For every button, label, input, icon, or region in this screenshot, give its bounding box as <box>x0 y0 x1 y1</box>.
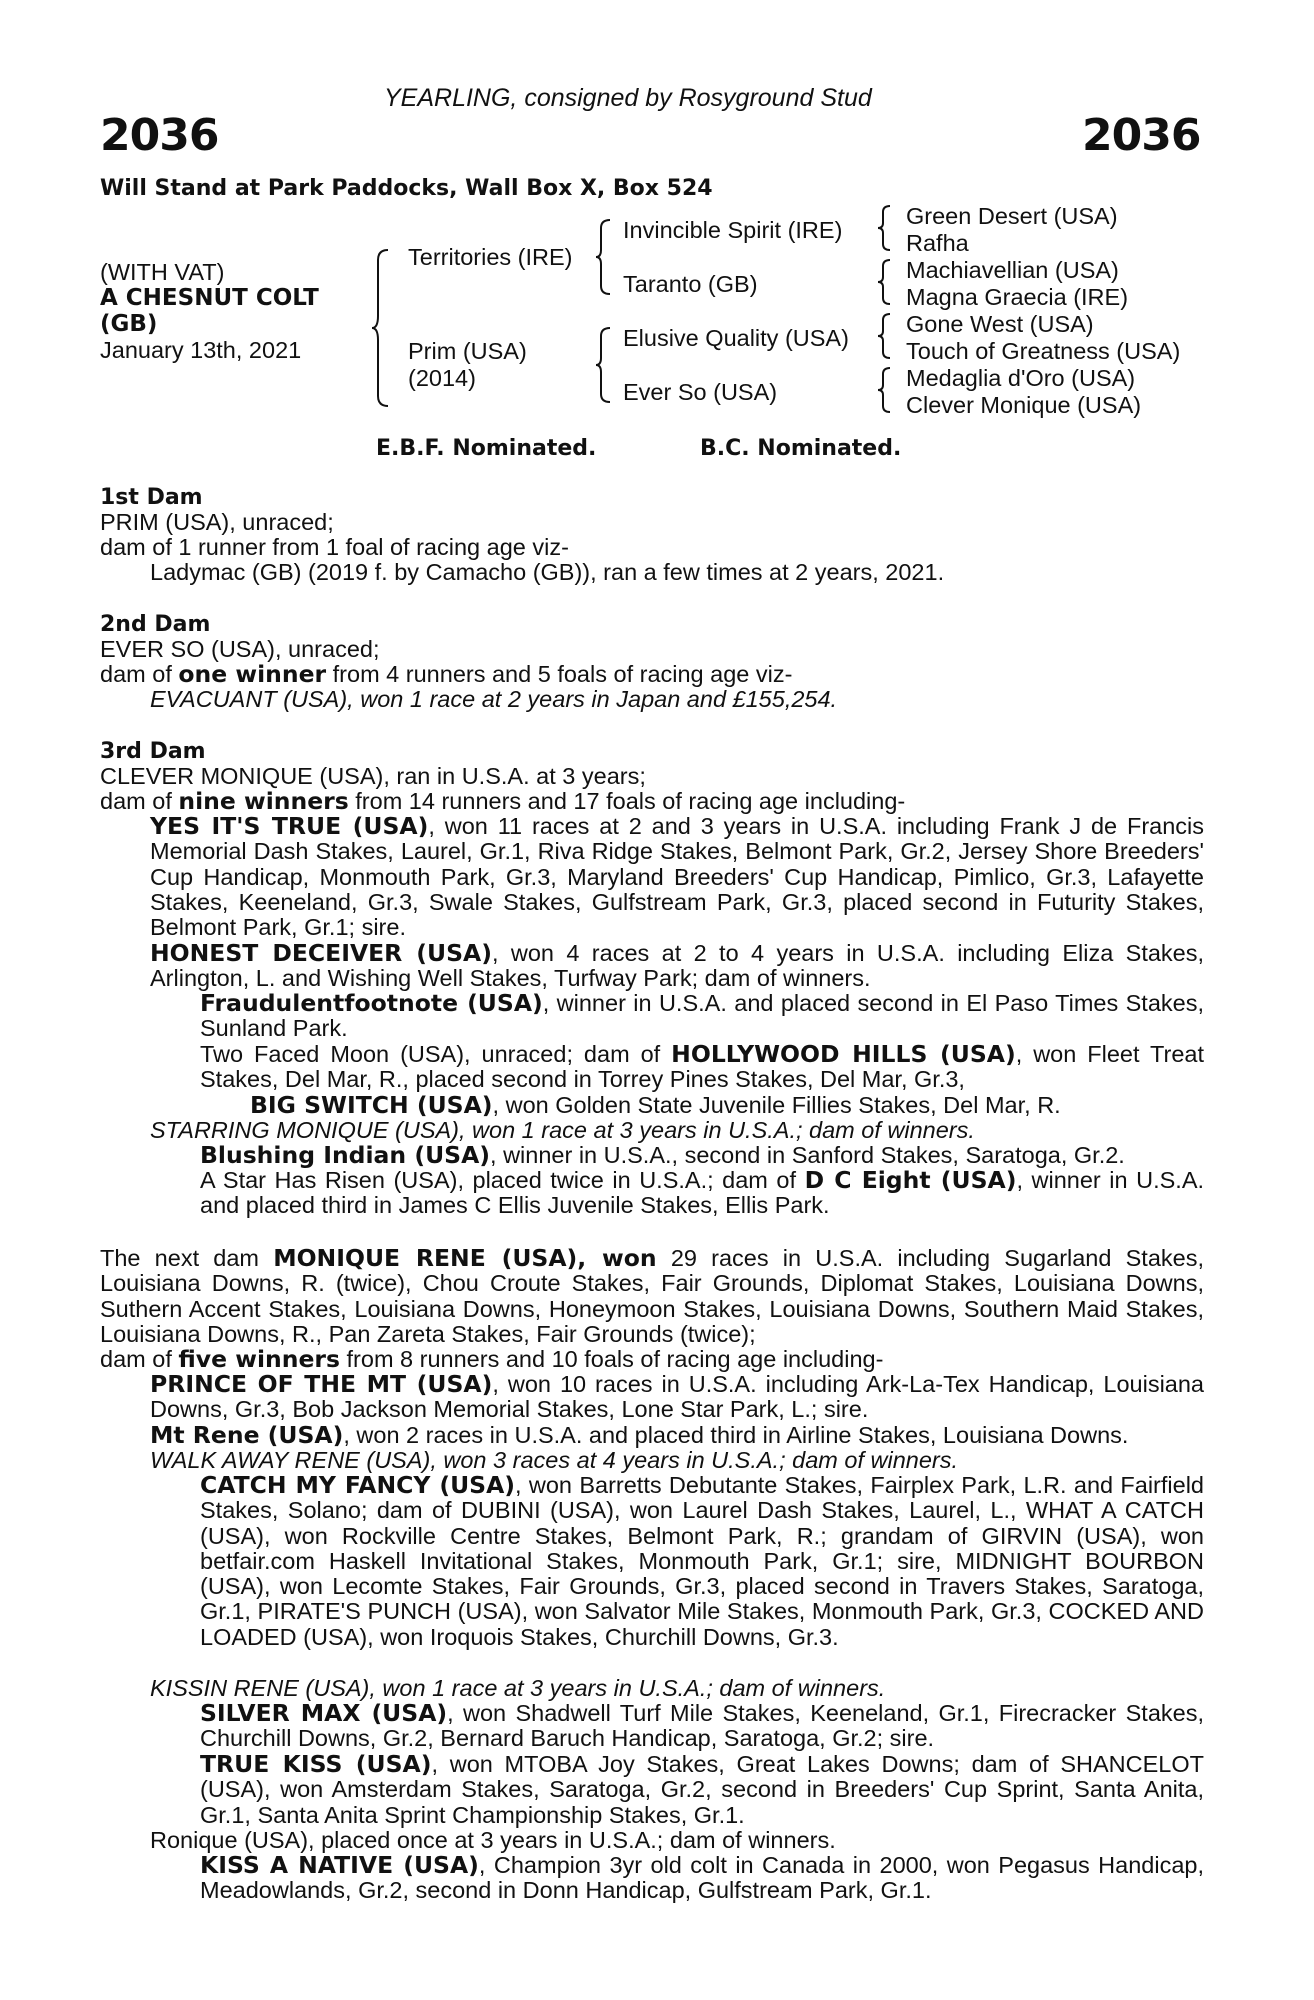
produce-ronique: Ronique (USA), placed once at 3 years in U.S.A.; dam of winners. <box>150 1827 836 1853</box>
horse-fraudulentfootnote: Fraudulentfootnote (USA) <box>200 989 543 1017</box>
horse-hollywood-hills: HOLLYWOOD HILLS (USA) <box>671 1040 1016 1068</box>
ebf-nominated: E.B.F. Nominated. <box>376 436 597 461</box>
dam1-line2: dam of 1 runner from 1 foal of racing age viz- <box>100 534 569 560</box>
pedigree-gen3-5: Gone West (USA) <box>906 311 1094 337</box>
dam2-line1: EVER SO (USA), unraced; <box>100 636 380 662</box>
lot-number-right: 2036 <box>1082 110 1201 161</box>
produce-kissin-rene: KISSIN RENE (USA), won 1 race at 3 years in U.S.A.; dam of winners. <box>150 1675 886 1701</box>
produce-prince-of-the-mt: PRINCE OF THE MT (USA), won 10 races in U.S.A. including Ark-La-Tex Handicap, Louisiana Downs, Gr.3, Bob Jackson Memorial Stakes, Lone Star Park, L.; sire. <box>150 1370 1204 1423</box>
pedigree-brace-dam <box>594 326 612 404</box>
pedigree-gen3-1: Green Desert (USA) <box>906 203 1118 229</box>
produce-mt-rene: Mt Rene (USA), won 2 races in U.S.A. and placed third in Airline Stakes, Louisiana Downs. <box>150 1421 1129 1449</box>
next-dam-produce-line: dam of five winners from 8 runners and 10 foals of racing age including- <box>100 1345 884 1373</box>
pedigree-brace-main <box>370 248 390 408</box>
yearling-line: YEARLING, consigned by Rosyground Stud <box>384 84 872 112</box>
dam2-line2: dam of one winner from 4 runners and 5 foals of racing age viz- <box>100 660 793 688</box>
produce-true-kiss: TRUE KISS (USA), won MTOBA Joy Stakes, Great Lakes Downs; dam of SHANCELOT (USA), won Amsterdam Stakes, Saratoga, Gr.2, second in Breeders' Cup Sprint, Santa Anita, Gr.1, Santa Anita Sprint Championship Stakes, Gr.1. <box>200 1750 1204 1828</box>
pedigree-gen3-4: Magna Graecia (IRE) <box>906 284 1129 310</box>
dam3-line2: dam of nine winners from 14 runners and 17 foals of racing age including- <box>100 787 906 815</box>
dam3-heading: 3rd Dam <box>100 739 206 764</box>
produce-walk-away-rene: WALK AWAY RENE (USA), won 3 races at 4 years in U.S.A.; dam of winners. <box>150 1447 959 1473</box>
pedigree-brace-g1 <box>876 204 892 252</box>
horse-blushing-indian: Blushing Indian (USA) <box>200 1141 490 1169</box>
horse-silver-max: SILVER MAX (USA) <box>200 1699 448 1727</box>
dam2-winners-count: one winner <box>178 660 327 688</box>
produce-fraudulentfootnote: Fraudulentfootnote (USA), winner in U.S.A. and placed second in El Paso Times Stakes, Sunland Park. <box>200 989 1204 1042</box>
pedigree-sire: Territories (IRE) <box>408 244 573 270</box>
produce-two-faced-moon: Two Faced Moon (USA), unraced; dam of HOLLYWOOD HILLS (USA), won Fleet Treat Stakes, Del Mar, R., placed second in Torrey Pines Stakes, Del Mar, Gr.3, <box>200 1040 1205 1093</box>
subject-name: A CHESNUT COLT <box>100 285 319 311</box>
horse-catch-my-fancy: CATCH MY FANCY (USA) <box>200 1471 516 1499</box>
horse-prince-of-the-mt: PRINCE OF THE MT (USA) <box>150 1370 493 1398</box>
pedigree-gen2-4: Ever So (USA) <box>623 379 778 405</box>
pedigree-brace-g2 <box>876 258 892 306</box>
pedigree-gen3-3: Machiavellian (USA) <box>906 257 1119 283</box>
horse-kiss-a-native: KISS A NATIVE (USA) <box>200 1851 479 1879</box>
horse-monique-rene: MONIQUE RENE (USA), won <box>273 1244 657 1272</box>
produce-blushing-indian: Blushing Indian (USA), winner in U.S.A., second in Sanford Stakes, Saratoga, Gr.2. <box>200 1141 1125 1169</box>
pedigree-gen3-2: Rafha <box>906 230 969 256</box>
dam3-line1: CLEVER MONIQUE (USA), ran in U.S.A. at 3 years; <box>100 763 646 789</box>
produce-kiss-a-native: KISS A NATIVE (USA), Champion 3yr old colt in Canada in 2000, won Pegasus Handicap, Meadowlands, Gr.2, second in Donn Handicap, Gulfstream Park, Gr.1. <box>200 1851 1205 1904</box>
horse-mt-rene: Mt Rene (USA) <box>150 1421 344 1449</box>
dam2-line3: EVACUANT (USA), won 1 race at 2 years in Japan and £155,254. <box>150 686 838 712</box>
pedigree-gen3-6: Touch of Greatness (USA) <box>906 338 1181 364</box>
dam1-line1: PRIM (USA), unraced; <box>100 509 334 535</box>
foaling-date: January 13th, 2021 <box>100 337 302 363</box>
produce-catch-my-fancy: CATCH MY FANCY (USA), won Barretts Debutante Stakes, Fairplex Park, L.R. and Fairfield Stakes, Solano; dam of DUBINI (USA), won Laurel Dash Stakes, Laurel, L., WHAT A CATCH (USA), won Rockville Centre Stakes, Belmont Park, R.; grandam of GIRVIN (USA), won betfair.com Haskell Invitational Stakes, Monmouth Park, Gr.1; sire, MIDNIGHT BOURBON (USA), won Lecomte Stakes, Fair Grounds, Gr.3, placed second in Travers Stakes, Saratoga, Gr.1, PIRATE'S PUNCH (USA), won Salvator Mile Stakes, Monmouth Park, Gr.3, COCKED AND LOADED (USA), won Iroquois Stakes, Churchill Downs, Gr.3. <box>200 1471 1204 1650</box>
next-dam-paragraph: The next dam MONIQUE RENE (USA), won 29 races in U.S.A. including Sugarland Stakes, Louisiana Downs, R. (twice), Chou Croute Stakes, Fair Grounds, Diplomat Stakes, Louisiana Downs, Suthern Accent Stakes, Louisiana Downs, Honeymoon Stakes, Louisiana Downs, Southern Maid Stakes, Louisiana Downs, R., Pan Zareta Stakes, Fair Grounds (twice); <box>100 1244 1204 1347</box>
pedigree-gen3-7: Medaglia d'Oro (USA) <box>906 365 1136 391</box>
bc-nominated: B.C. Nominated. <box>700 436 902 461</box>
pedigree-gen2-2: Taranto (GB) <box>623 271 758 297</box>
horse-big-switch: BIG SWITCH (USA) <box>250 1091 493 1119</box>
lot-number-left: 2036 <box>100 110 219 161</box>
produce-big-switch: BIG SWITCH (USA), won Golden State Juvenile Fillies Stakes, Del Mar, R. <box>250 1091 1061 1119</box>
pedigree-dam: Prim (USA) <box>408 338 527 364</box>
horse-yes-its-true: YES IT'S TRUE (USA) <box>150 812 429 840</box>
subject-name-country: (GB) <box>100 311 158 337</box>
horse-true-kiss: TRUE KISS (USA) <box>200 1750 432 1778</box>
horse-dc-eight: D C Eight (USA) <box>804 1166 1017 1194</box>
produce-silver-max: SILVER MAX (USA), won Shadwell Turf Mile Stakes, Keeneland, Gr.1, Firecracker Stakes, Churchill Downs, Gr.2, Bernard Baruch Handicap, Saratoga, Gr.2; sire. <box>200 1699 1204 1752</box>
dam1-heading: 1st Dam <box>100 485 203 510</box>
dam3-winners-count: nine winners <box>178 787 349 815</box>
pedigree-gen2-3: Elusive Quality (USA) <box>623 325 849 351</box>
pedigree-brace-g4 <box>876 366 892 414</box>
produce-yes-its-true: YES IT'S TRUE (USA), won 11 races at 2 and 3 years in U.S.A. including Frank J de Francis Memorial Dash Stakes, Laurel, Gr.1, Riva Ridge Stakes, Belmont Park, Gr.2, Jersey Shore Breeders' Cup Handicap, Monmouth Park, Gr.3, Maryland Breeders' Cup Handicap, Pimlico, Gr.3, Lafayette Stakes, Keeneland, Gr.3, Swale Stakes, Gulfstream Park, Gr.3, placed second in Futurity Stakes, Belmont Park, Gr.1; sire. <box>150 812 1205 941</box>
vat-note: (WITH VAT) <box>100 259 225 285</box>
pedigree-gen2-1: Invincible Spirit (IRE) <box>623 217 843 243</box>
pedigree-brace-g3 <box>876 312 892 360</box>
pedigree-gen3-8: Clever Monique (USA) <box>906 392 1142 418</box>
produce-honest-deceiver: HONEST DECEIVER (USA), won 4 races at 2 to 4 years in U.S.A. including Eliza Stakes, Arlington, L. and Wishing Well Stakes, Turfway Park; dam of winners. <box>150 939 1205 992</box>
produce-starring-monique: STARRING MONIQUE (USA), won 1 race at 3 years in U.S.A.; dam of winners. <box>150 1117 975 1143</box>
horse-honest-deceiver: HONEST DECEIVER (USA) <box>150 939 492 967</box>
pedigree-brace-sire <box>594 218 612 296</box>
pedigree-dam-year: (2014) <box>408 365 476 391</box>
produce-a-star-has-risen: A Star Has Risen (USA), placed twice in U.S.A.; dam of D C Eight (USA), winner in U.S.A. and placed third in James C Ellis Juvenile Stakes, Ellis Park. <box>200 1166 1205 1219</box>
nextdam-winners-count: five winners <box>178 1345 340 1373</box>
dam1-line3: Ladymac (GB) (2019 f. by Camacho (GB)), ran a few times at 2 years, 2021. <box>150 559 945 585</box>
dam2-heading: 2nd Dam <box>100 612 211 637</box>
stand-location: Will Stand at Park Paddocks, Wall Box X, Box 524 <box>100 176 713 201</box>
